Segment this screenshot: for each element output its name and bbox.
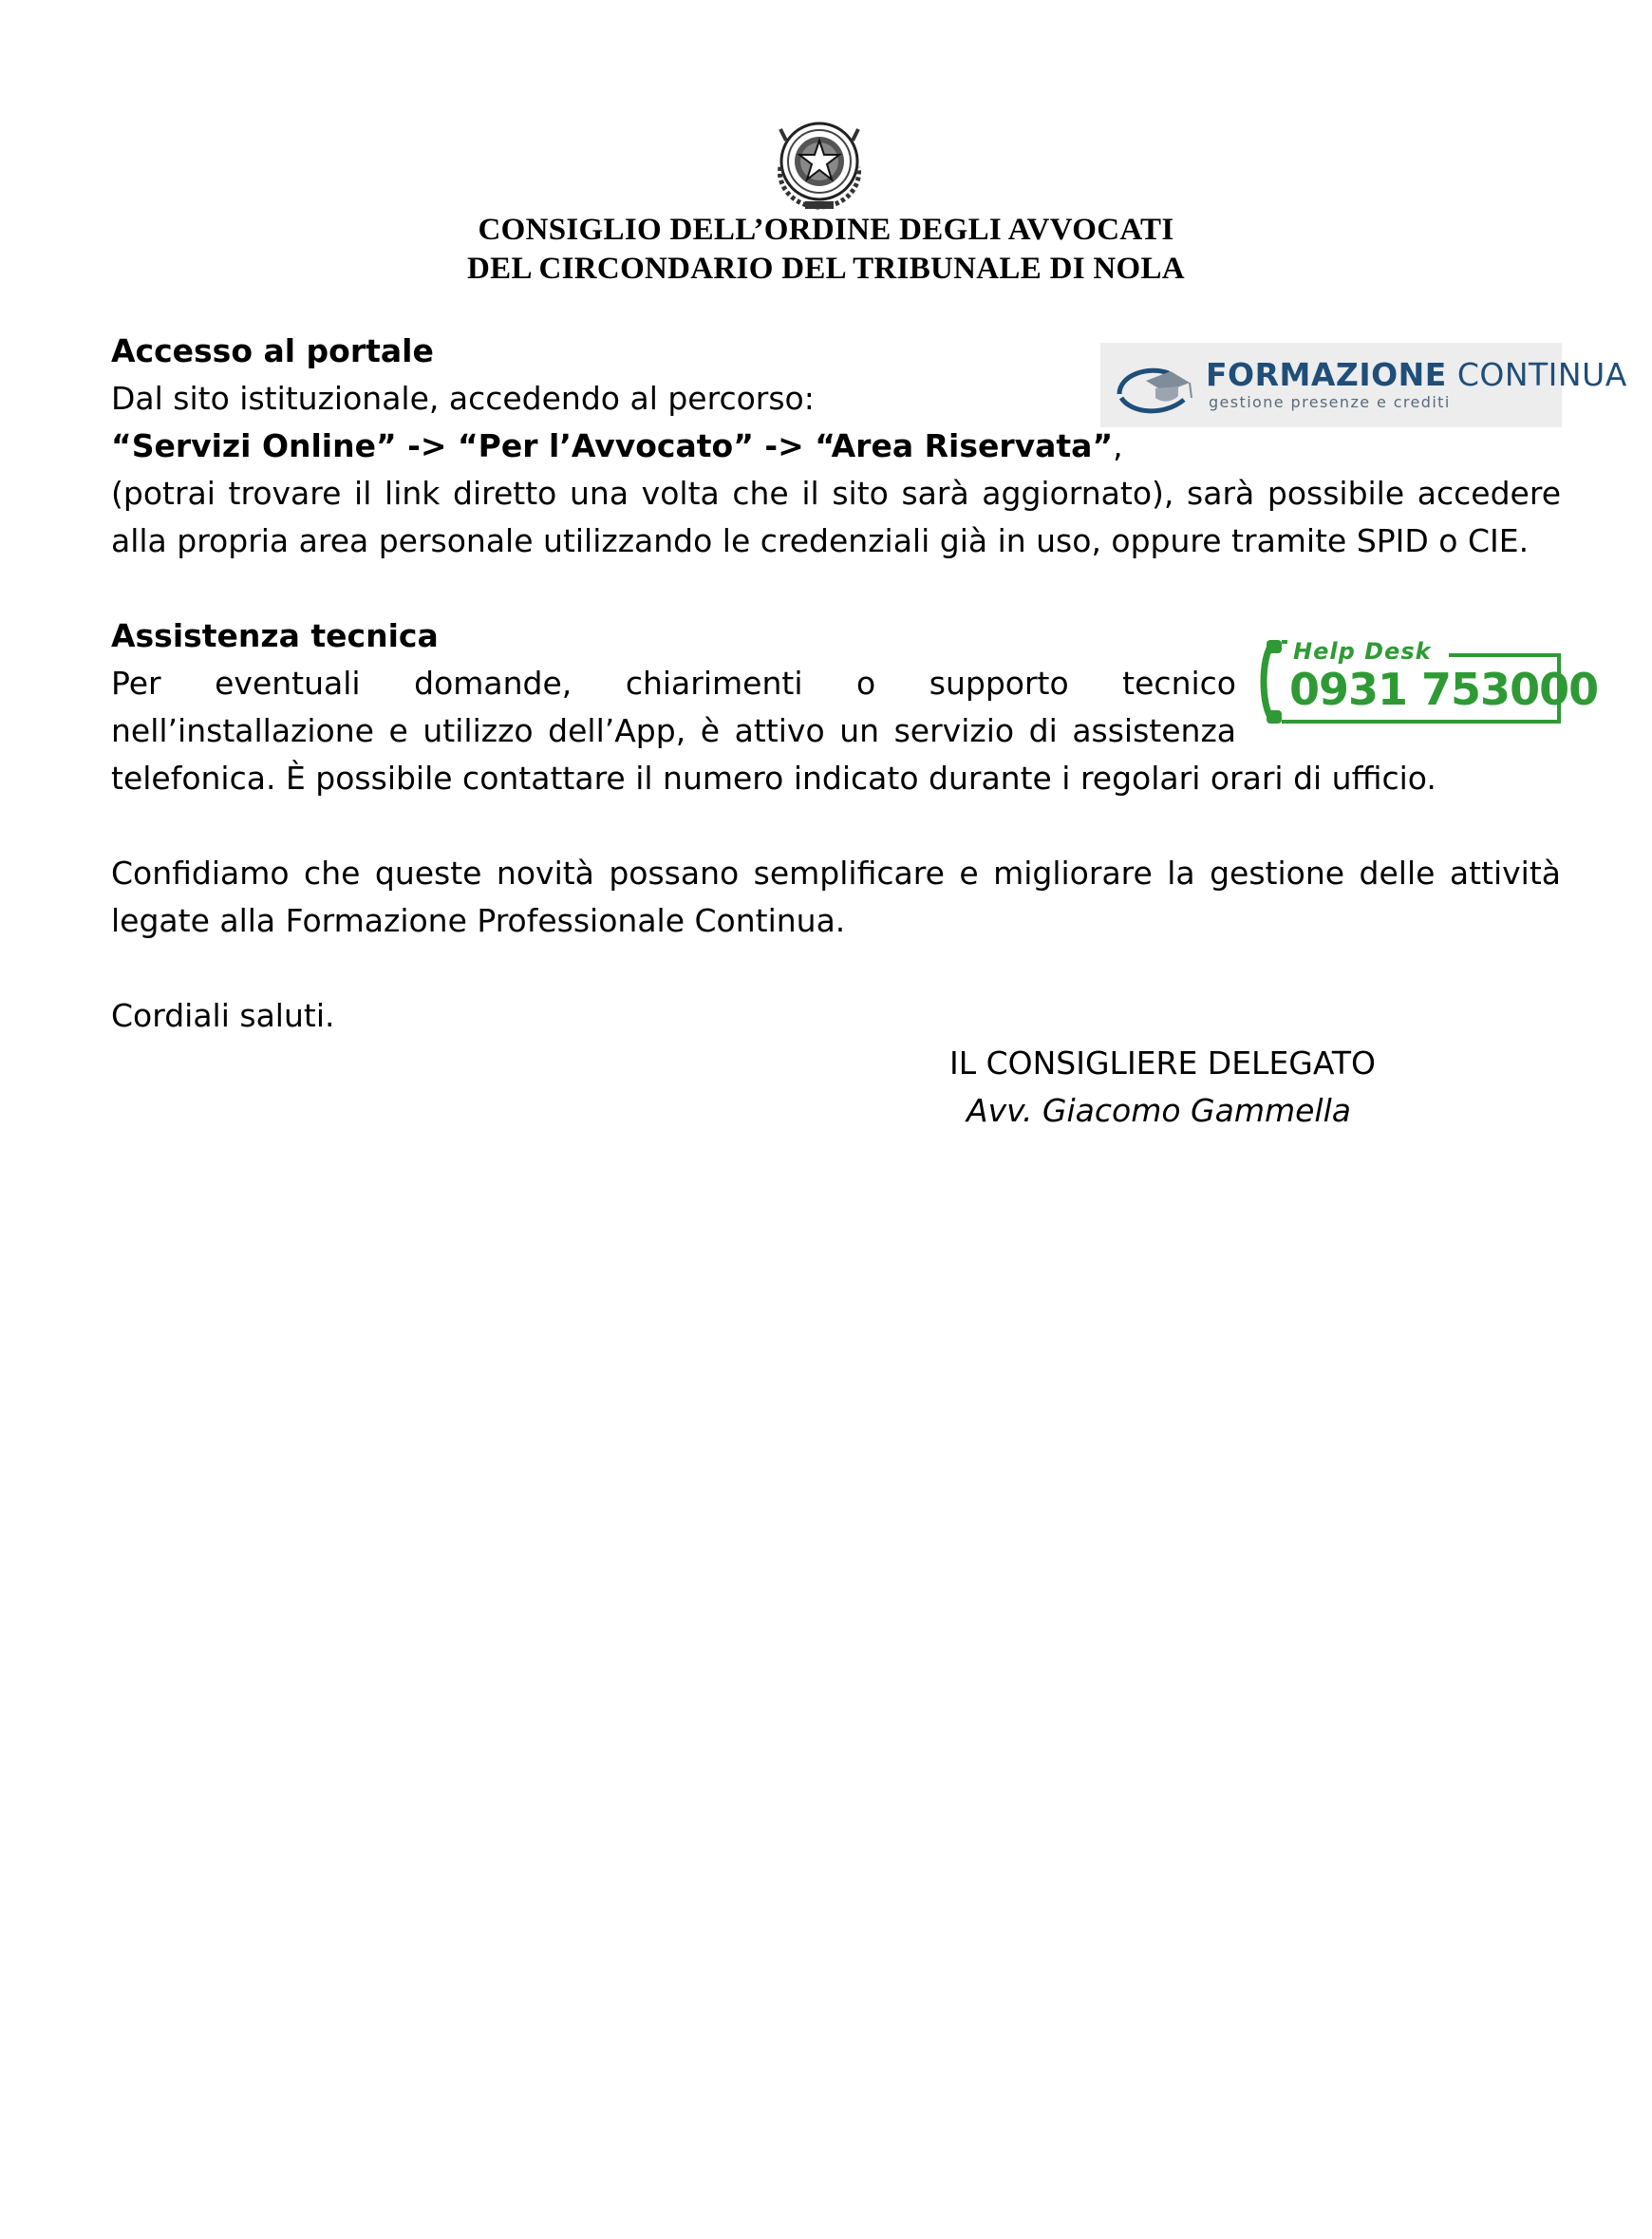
helpdesk-label: Help Desk bbox=[1293, 638, 1432, 665]
closing-salutation: Cordiali saluti. bbox=[111, 997, 335, 1034]
support-text-part-1: Per eventuali domande, chiarimenti o supporto tecnico nell’installazione e utilizzo dell’App, è attivo un servizio di assistenza bbox=[111, 665, 1236, 749]
portal-heading: Accesso al portale bbox=[111, 332, 434, 369]
portal-line-1: Dal sito istituzionale, accedendo al percorso: bbox=[111, 380, 815, 417]
portal-text: (potrai trovare il link diretto una volta che il sito sarà aggiornato), sarà possibile accedere alla propria area personale utilizzando le credenziali già in uso, oppure tramite SPID o CIE. bbox=[111, 475, 1561, 559]
support-heading: Assistenza tecnica bbox=[111, 617, 439, 654]
helpdesk-badge bbox=[1259, 638, 1599, 725]
formazione-continua-subtitle: gestione presenze e crediti bbox=[1209, 393, 1451, 411]
portal-path-suffix: , bbox=[1113, 427, 1123, 464]
closing-section bbox=[111, 850, 1561, 1040]
section-portal bbox=[111, 328, 1561, 565]
header-line-2: DEL CIRCONDARIO DEL TRIBUNALE DI NOLA bbox=[467, 252, 1185, 286]
closing-paragraph: Confidiamo che queste novità possano semplificare e migliorare la gestione delle attività legate alla Formazione Professionale Continua. bbox=[111, 855, 1561, 939]
document-header bbox=[285, 211, 1367, 289]
signature-role: IL CONSIGLIERE DELEGATO bbox=[949, 1044, 1377, 1082]
header-line-1: CONSIGLIO DELL’ORDINE DEGLI AVVOCATI bbox=[478, 213, 1174, 247]
fc-title-regular: CONTINUA bbox=[1456, 356, 1627, 393]
helpdesk-number: 0931 753000 bbox=[1289, 664, 1599, 715]
support-text-part-2: telefonica. È possibile contattare il numero indicato durante i regolari orari di ufficio. bbox=[111, 760, 1436, 797]
portal-path: “Servizi Online” -> “Per l’Avvocato” -> “Area Riservata” bbox=[111, 427, 1114, 464]
section-support-cont bbox=[111, 755, 1561, 802]
emblem-icon bbox=[767, 112, 872, 216]
signature-block bbox=[949, 1040, 1386, 1135]
signature-name: Avv. Giacomo Gammella bbox=[967, 1092, 1351, 1129]
fc-title-bold: FORMAZIONE bbox=[1206, 356, 1447, 393]
section-support bbox=[111, 612, 1236, 755]
